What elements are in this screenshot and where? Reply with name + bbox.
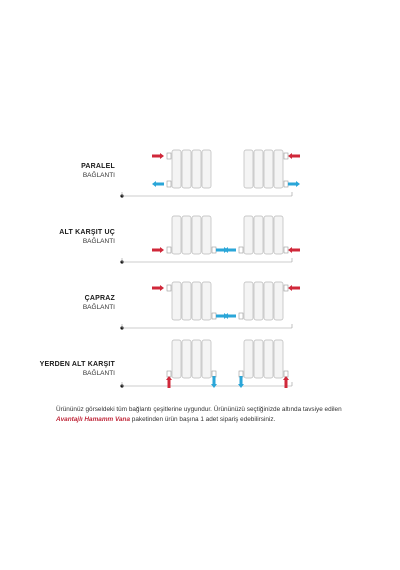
section1-right-cold-arrow bbox=[288, 181, 300, 187]
section-subtitle-paralel: BAĞLANTI bbox=[82, 172, 115, 179]
section-subtitle-yerden-alt-karsit: BAĞLANTI bbox=[82, 370, 115, 377]
info-note bbox=[56, 405, 356, 425]
section3-right-radiator-column bbox=[244, 282, 253, 320]
section3-left-top-valve bbox=[167, 285, 171, 291]
section2-left-radiator-column bbox=[172, 216, 181, 254]
section3-right-hot-arrow bbox=[288, 285, 300, 291]
section4-left-cold-arrow-shaft bbox=[213, 376, 216, 384]
section2-right-hot-arrow-head bbox=[288, 247, 292, 253]
section3-right-radiator-column bbox=[254, 282, 263, 320]
section1-left-hot-arrow bbox=[152, 153, 164, 159]
section2-left-bottom-right-valve bbox=[212, 247, 216, 253]
section2-right-bottom-left-valve bbox=[239, 247, 243, 253]
section4-right-radiator-column bbox=[264, 340, 273, 378]
section2-right-radiator-column bbox=[244, 216, 253, 254]
section1-left-radiator-column bbox=[182, 150, 191, 188]
section2-left-bottom-left-valve bbox=[167, 247, 171, 253]
brand-link[interactable]: Avantajlı Hamamm Vana bbox=[56, 416, 130, 423]
section3-right-cold-arrow bbox=[224, 313, 236, 319]
section2-right-hot-arrow-shaft bbox=[292, 249, 300, 252]
section1-right-radiator-column bbox=[254, 150, 263, 188]
section1-left-cold-arrow-shaft bbox=[156, 183, 164, 186]
section1-right-radiator-column bbox=[244, 150, 253, 188]
section1-right-bottom-valve bbox=[284, 181, 288, 187]
section-subtitle-alt-karsit-uc: BAĞLANTI bbox=[82, 238, 115, 245]
section-title-paralel: PARALEL bbox=[81, 163, 115, 170]
section4-right-hot-arrow-shaft bbox=[285, 380, 288, 388]
section1-left-cold-arrow bbox=[152, 181, 164, 187]
section4-left-hot-arrow-shaft bbox=[168, 380, 171, 388]
section-title-alt-karsit-uc: ALT KARŞIT UÇ bbox=[59, 229, 115, 236]
section2-left-radiator-column bbox=[182, 216, 191, 254]
section-title-capraz: ÇAPRAZ bbox=[84, 295, 115, 302]
section4-right-radiator-column bbox=[274, 340, 283, 378]
section1-left-hot-arrow-shaft bbox=[152, 155, 160, 158]
section1-left-hot-arrow-head bbox=[160, 153, 164, 159]
section1-right-hot-arrow-shaft bbox=[292, 155, 300, 158]
section3-right-hot-arrow-shaft bbox=[292, 287, 300, 290]
section2-right-radiator-column bbox=[274, 216, 283, 254]
section3-right-bottom-valve bbox=[239, 313, 243, 319]
section3-left-radiator-column bbox=[182, 282, 191, 320]
section1-left-radiator-column bbox=[192, 150, 201, 188]
section1-left-radiator-column bbox=[202, 150, 211, 188]
section1-right-hot-arrow bbox=[288, 153, 300, 159]
section3-right-cold-arrow-shaft bbox=[228, 315, 236, 318]
section1-left-bottom-valve bbox=[167, 181, 171, 187]
section1-right-radiator-column bbox=[274, 150, 283, 188]
section2-left-hot-arrow bbox=[152, 247, 164, 253]
section2-left-radiator-column bbox=[202, 216, 211, 254]
section4-left-radiator-column bbox=[182, 340, 191, 378]
section2-left-hot-arrow-head bbox=[160, 247, 164, 253]
info-note-line2: paketinden ürün başına 1 adet sipariş edebilirsiniz. bbox=[130, 416, 276, 423]
section4-left-radiator-column bbox=[192, 340, 201, 378]
info-note-line1: Ürününüz görseldeki tüm bağlantı çeşitlerine uygundur. Ürününüzü seçtiğinizde altında tavsiye edilen bbox=[56, 406, 342, 413]
section3-right-radiator-column bbox=[264, 282, 273, 320]
section2-right-radiator-column bbox=[264, 216, 273, 254]
section3-right-radiator-column bbox=[274, 282, 283, 320]
section1-right-hot-arrow-head bbox=[288, 153, 292, 159]
section1-right-top-valve bbox=[284, 153, 288, 159]
section2-left-cold-arrow-shaft bbox=[216, 249, 224, 252]
section4-left-radiator-column bbox=[202, 340, 211, 378]
section1-right-cold-arrow-head bbox=[296, 181, 300, 187]
section3-left-hot-arrow-shaft bbox=[152, 287, 160, 290]
section2-left-radiator-column bbox=[192, 216, 201, 254]
section-subtitle-capraz: BAĞLANTI bbox=[82, 304, 115, 311]
section2-right-cold-arrow bbox=[224, 247, 236, 253]
section1-left-cold-arrow-head bbox=[152, 181, 156, 187]
section4-right-radiator-column bbox=[254, 340, 263, 378]
section3-right-hot-arrow-head bbox=[288, 285, 292, 291]
section4-right-radiator-column bbox=[244, 340, 253, 378]
section2-right-bottom-right-valve bbox=[284, 247, 288, 253]
section2-right-radiator-column bbox=[254, 216, 263, 254]
section-title-yerden-alt-karsit: YERDEN ALT KARŞIT bbox=[39, 361, 115, 368]
section3-right-top-valve bbox=[284, 285, 288, 291]
section2-left-hot-arrow-shaft bbox=[152, 249, 160, 252]
section2-right-hot-arrow bbox=[288, 247, 300, 253]
section1-left-radiator-column bbox=[172, 150, 181, 188]
section1-right-radiator-column bbox=[264, 150, 273, 188]
section1-right-cold-arrow-shaft bbox=[288, 183, 296, 186]
section1-left-top-valve bbox=[167, 153, 171, 159]
section3-left-hot-arrow bbox=[152, 285, 164, 291]
section3-left-cold-arrow-shaft bbox=[216, 315, 224, 318]
section3-left-radiator-column bbox=[172, 282, 181, 320]
section3-left-hot-arrow-head bbox=[160, 285, 164, 291]
section3-left-bottom-valve bbox=[212, 313, 216, 319]
section3-left-radiator-column bbox=[192, 282, 201, 320]
section3-left-radiator-column bbox=[202, 282, 211, 320]
section2-right-cold-arrow-shaft bbox=[228, 249, 236, 252]
section4-right-cold-arrow-shaft bbox=[240, 376, 243, 384]
section4-left-radiator-column bbox=[172, 340, 181, 378]
